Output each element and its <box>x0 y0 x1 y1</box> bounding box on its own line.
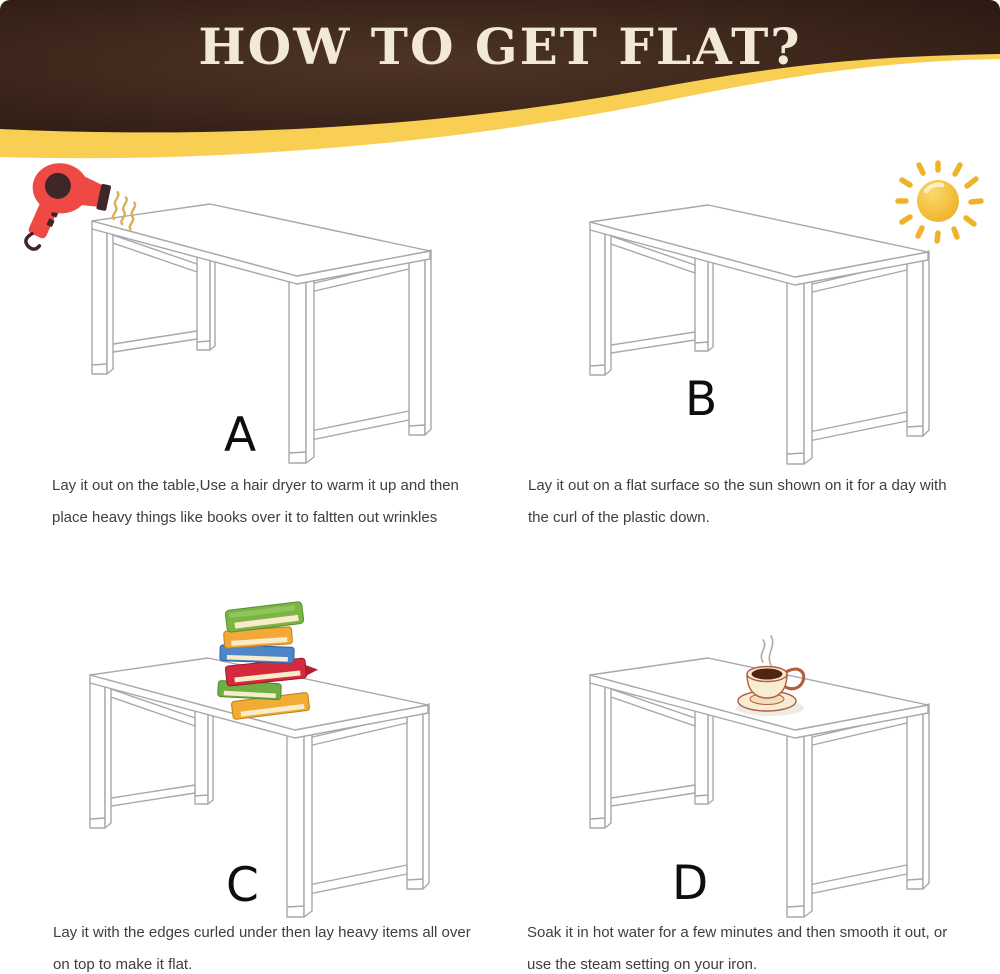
section-label-c: C <box>226 858 259 913</box>
header-banner <box>0 0 1000 170</box>
caption-a <box>52 470 459 534</box>
table-illustration-b <box>583 196 943 486</box>
caption-line: Lay it out on a flat surface so the sun shown on it for a day with <box>528 477 947 494</box>
caption-line: Lay it with the edges curled under then lay heavy items all over <box>53 924 471 941</box>
books-stack-icon <box>212 596 324 728</box>
caption-d <box>527 917 947 974</box>
caption-line: Soak it in hot water for a few minutes and then smooth it out, or <box>527 924 948 941</box>
table-outline <box>590 205 929 464</box>
caption-c <box>53 917 471 974</box>
caption-b <box>528 470 947 534</box>
caption-line: use the steam setting on your iron. <box>527 956 758 973</box>
coffee-cup-icon <box>723 634 823 726</box>
section-label-d: D <box>672 856 709 911</box>
hair-dryer-icon <box>15 160 155 255</box>
caption-line: the curl of the plastic down. <box>528 509 710 526</box>
section-label-a: A <box>224 408 257 463</box>
caption-line: on top to make it flat. <box>53 956 193 973</box>
page-title: HOW TO GET FLAT? <box>198 17 802 76</box>
steam <box>761 636 772 665</box>
sun-icon <box>893 158 989 250</box>
caption-line: Lay it out on the table,Use a hair dryer to warm it up and then <box>52 477 459 494</box>
heat-waves <box>112 192 137 229</box>
section-label-b: B <box>685 372 718 427</box>
caption-line: place heavy things like books over it to faltten out wrinkles <box>52 509 438 526</box>
